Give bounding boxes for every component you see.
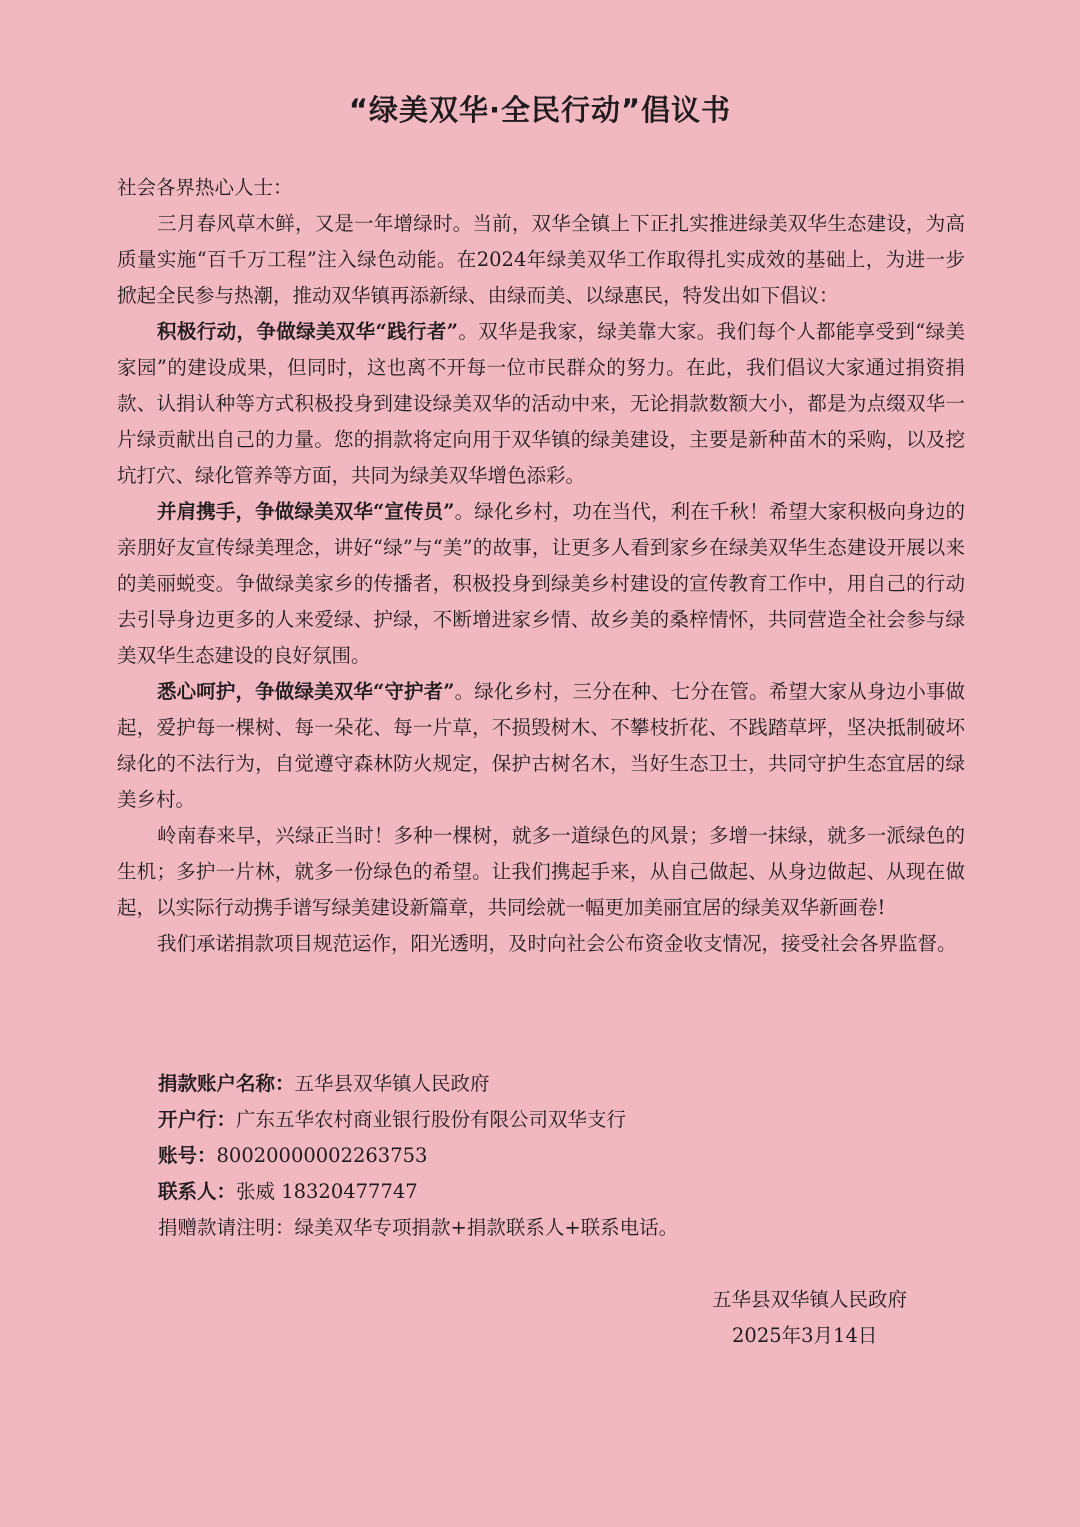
section-lead-1: 积极行动，争做绿美双华“践行者” — [157, 320, 458, 343]
signature-date: 2025年3月14日 — [732, 1324, 878, 1347]
contact-label: 联系人： — [158, 1180, 237, 1203]
donation-account-info — [158, 1066, 958, 1246]
signature-block — [640, 1282, 980, 1354]
document-body — [117, 170, 965, 962]
account-number-label: 账号： — [158, 1144, 217, 1167]
intro-paragraph: 三月春风草木鲜，又是一年增绿时。当前，双华全镇上下正扎实推进绿美双华生态建设，为高质量实施“百千万工程”注入绿色动能。在2024年绿美双华工作取得扎实成效的基础上，为进一步掀起全民参与热潮，推动双华镇再添新绿、由绿而美、以绿惠民，特发出如下倡议： — [117, 212, 965, 307]
contact-row — [158, 1174, 958, 1210]
section-paragraph-2 — [117, 494, 965, 674]
section-paragraph-1 — [117, 314, 965, 494]
section-text-1: 。双华是我家，绿美靠大家。我们每个人都能享受到“绿美家园”的建设成果，但同时，这也离不开每一位市民群众的努力。在此，我们倡议大家通过捐资捐款、认捐认种等方式积极投身到建设绿美双华的活动中来，无论捐款数额大小，都是为点缀双华一片绿贡献出自己的力量。您的捐款将定向用于双华镇的绿美建设，主要是新种苗木的采购，以及挖坑打穴、绿化管养等方面，共同为绿美双华增色添彩。 — [117, 320, 965, 487]
donation-note: 捐赠款请注明：绿美双华专项捐款+捐款联系人+联系电话。 — [158, 1216, 679, 1239]
section-lead-2: 并肩携手，争做绿美双华“宣传员” — [157, 500, 455, 523]
signature-organization: 五华县双华镇人民政府 — [712, 1288, 908, 1311]
contact-value: 张威 18320477747 — [236, 1180, 418, 1203]
section-paragraph-3 — [117, 674, 965, 818]
section-text-3: 。绿化乡村，三分在种、七分在管。希望大家从身边小事做起，爱护每一棵树、每一朵花、每一片草，不损毁树木、不攀枝折花、不践踏草坪，坚决抵制破坏绿化的不法行为，自觉遵守森林防火规定，保护古树名木，当好生态卫士，共同守护生态宜居的绿美乡村。 — [117, 680, 965, 811]
section-lead-3: 悉心呵护，争做绿美双华“守护者” — [157, 680, 455, 703]
closing-paragraph: 岭南春来早，兴绿正当时！多种一棵树，就多一道绿色的风景；多增一抹绿，就多一派绿色的生机；多护一片林，就多一份绿色的希望。让我们携起手来，从自己做起、从身边做起、从现在做起，以实际行动携手谱写绿美建设新篇章，共同绘就一幅更加美丽宜居的绿美双华新画卷! — [117, 824, 965, 919]
bank-label: 开户行： — [158, 1108, 237, 1131]
account-number-row — [158, 1138, 958, 1174]
account-name-value: 五华县双华镇人民政府 — [294, 1072, 490, 1095]
account-name-label: 捐款账户名称： — [158, 1072, 295, 1095]
bank-row — [158, 1102, 958, 1138]
section-text-2: 。绿化乡村，功在当代，利在千秋！希望大家积极向身边的亲朋好友宣传绿美理念，讲好“绿”与“美”的故事，让更多人看到家乡在绿美双华生态建设开展以来的美丽蜕变。争做绿美家乡的传播者，积极投身到绿美乡村建设的宣传教育工作中，用自己的行动去引导身边更多的人来爱绿、护绿，不断增进家乡情、故乡美的桑梓情怀，共同营造全社会参与绿美双华生态建设的良好氛围。 — [117, 500, 965, 667]
commitment-paragraph: 我们承诺捐款项目规范运作，阳光透明，及时向社会公布资金收支情况，接受社会各界监督。 — [157, 932, 957, 955]
bank-value: 广东五华农村商业银行股份有限公司双华支行 — [236, 1108, 627, 1131]
account-number-value: 80020000002263753 — [216, 1144, 428, 1167]
document-title: “绿美双华·全民行动”倡议书 — [348, 93, 732, 127]
account-name-row — [158, 1066, 958, 1102]
salutation: 社会各界热心人士： — [117, 176, 293, 199]
